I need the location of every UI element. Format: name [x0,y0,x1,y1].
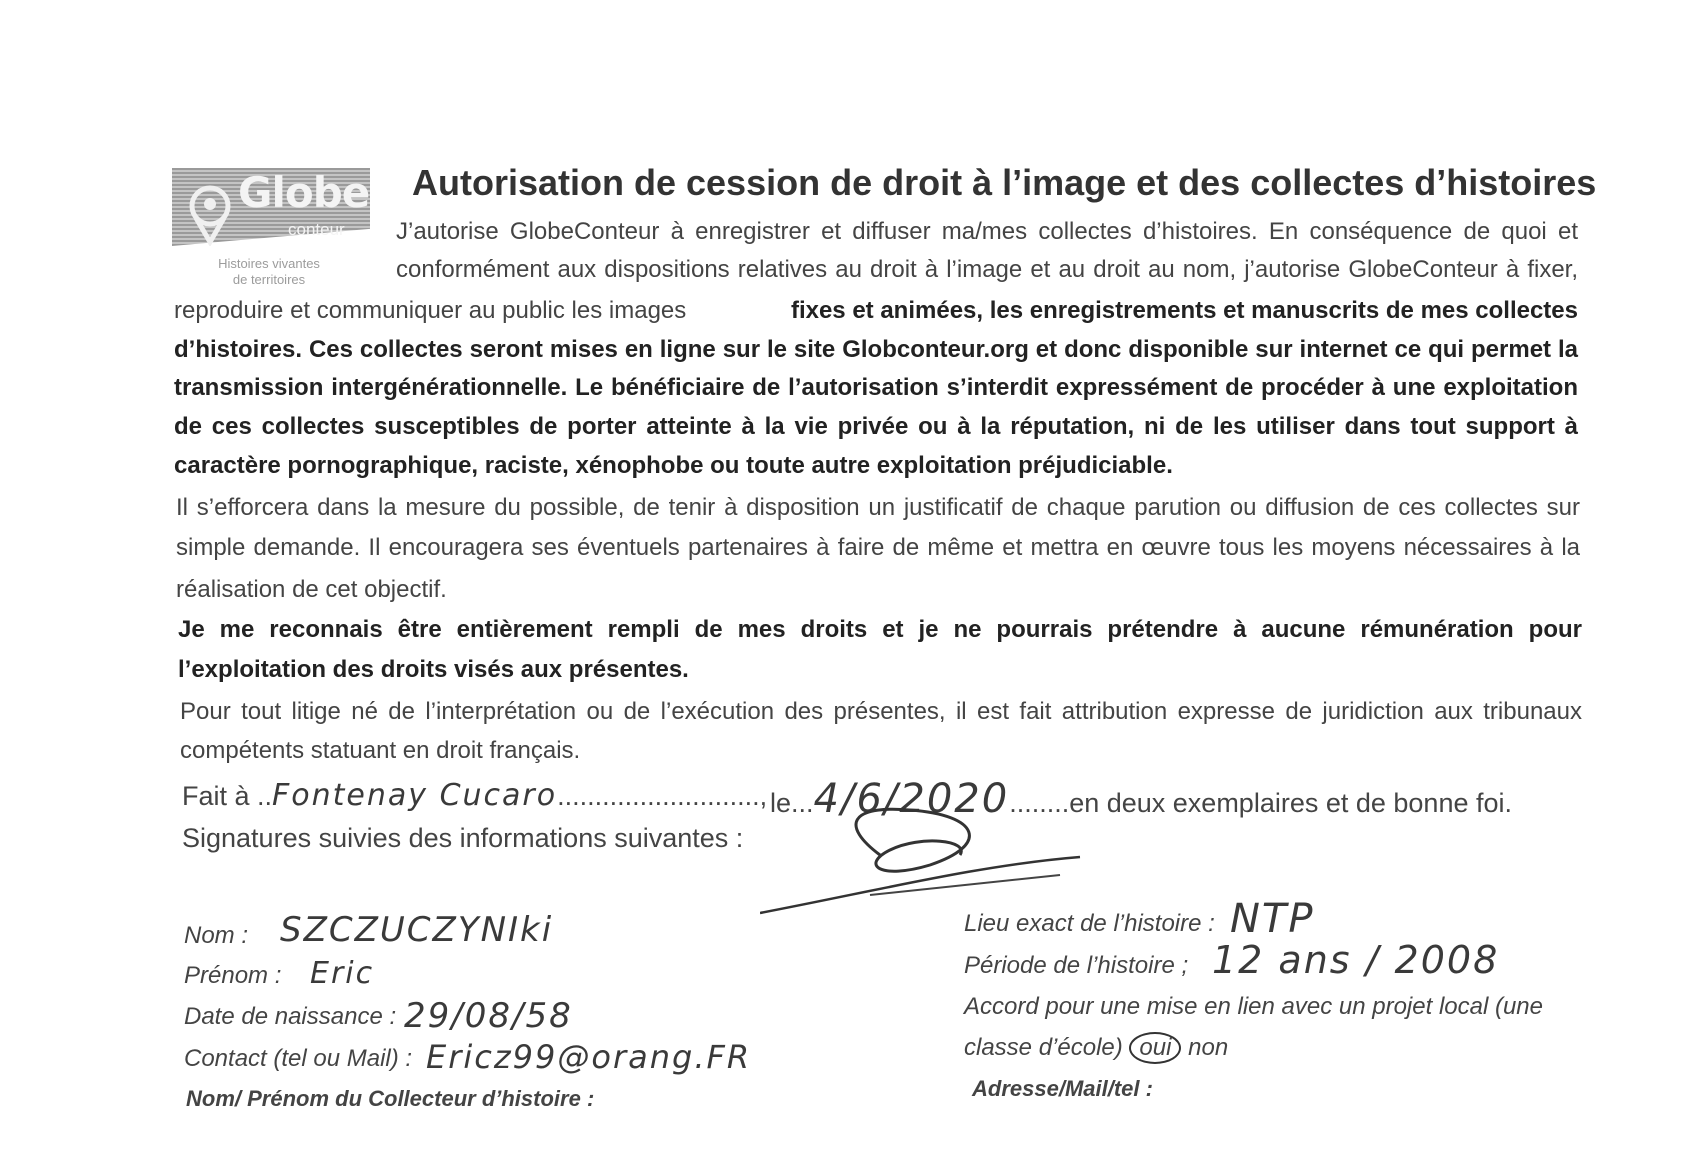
adresse-label: Adresse/Mail/tel : [972,1076,1153,1101]
lieu-label: Lieu exact de l’histoire : [964,910,1215,937]
p4-line-2: compétents statuant en droit français. [180,737,581,764]
p1-line-4: d’histoires. Ces collectes seront mises en ligne sur le site Globconteur.org et donc disponible sur internet ce qui permet la [174,336,1578,363]
fait-place-handwritten: Fontenay Cucaro [272,778,558,813]
fait-suffix: en deux exemplaires et de bonne foi. [1069,788,1513,818]
non-option[interactable]: non [1188,1034,1229,1061]
document-title: Autorisation de cession de droit à l’image et des collectes d’histoires [412,162,1597,203]
fait-le: le... [770,788,814,818]
fait-prefix: Fait à .. [182,781,273,811]
p1-line-5: transmission intergénérationnelle. Le bénéficiaire de l’autorisation s’interdit expressément de procéder à une exploitation [174,374,1578,401]
dob-value: 29/08/58 [404,996,573,1036]
globeconteur-logo [170,160,380,290]
p1-line-1: J’autorise GlobeConteur à enregistrer et diffuser ma/mes collectes d’histoires. En conséquence de quoi et [396,218,1578,245]
p4-line-1: Pour tout litige né de l’interprétation ou de l’exécution des présentes, il est fait attribution expresse de juridiction aux tribunaux [180,698,1582,725]
logo-tagline-1: Histoires vivantes [218,256,320,271]
p1-line-3-bold: fixes et animées, les enregistrements et manuscrits de mes collectes [790,297,1578,324]
dob-label: Date de naissance : [184,1003,397,1030]
logo-word: Globe [238,168,370,217]
location-pin-icon [182,182,238,246]
signature-mark [760,795,1100,925]
lieu-value: NTP [1230,896,1315,942]
p1-line-7: caractère pornographique, raciste, xénophobe ou toute autre exploitation préjudiciable. [174,452,1173,479]
accord-line-2 [964,1032,1228,1064]
p3-line-2: l’exploitation des droits visés aux présentes. [178,656,689,683]
logo-tagline-2: de territoires [232,272,306,287]
periode-value: 12 ans / 2008 [1212,938,1500,982]
p1-line-6: de ces collectes susceptibles de porter atteinte à la vie privée ou à la réputation, ni de les utiliser dans tout support à [174,413,1578,440]
collecteur-label: Nom/ Prénom du Collecteur d’histoire : [186,1086,595,1111]
nom-value: SZCZUCZYNIki [280,910,554,950]
periode-label: Période de l’histoire ; [964,952,1189,979]
signatures-line: Signatures suivies des informations suivantes : [182,823,744,853]
p1-line-3 [174,297,1578,325]
oui-option[interactable]: oui [1129,1032,1181,1064]
fait-line [182,778,767,813]
p1-line-3-normal: reproduire et communiquer au public les images [174,297,687,324]
logo-sub: conteur [288,220,345,239]
fait-date-handwritten: 4/6/2020 [813,776,1010,822]
p2-line-1: Il s’efforcera dans la mesure du possible, de tenir à disposition un justificatif de chaque parution ou diffusion de ces collectes sur [176,494,1580,521]
p2-line-3: réalisation de cet objectif. [176,576,447,603]
fait-dots-1: ..........................., [557,781,768,811]
accord-line-1: Accord pour une mise en lien avec un projet local (une [964,993,1543,1020]
prenom-value: Eric [310,956,375,991]
prenom-label: Prénom : [184,962,282,989]
p3-line-1: Je me reconnais être entièrement rempli de mes droits et je ne pourrais prétendre à aucune rémunération pour [178,616,1582,643]
nom-label: Nom : [184,922,249,949]
fait-dots-2: ........ [1009,788,1070,818]
p1-line-2: conformément aux dispositions relatives au droit à l’image et au droit au nom, j’autorise GlobeConteur à fixer, [396,256,1578,283]
p2-line-2: simple demande. Il encouragera ses éventuels partenaires à faire de même et mettra en œuvre tous les moyens nécessaires à la [176,534,1580,561]
contact-value: Ericz99@orang.FR [426,1038,752,1076]
accord-line-2-text: classe d’école) [964,1034,1123,1061]
contact-label: Contact (tel ou Mail) : [184,1045,413,1072]
